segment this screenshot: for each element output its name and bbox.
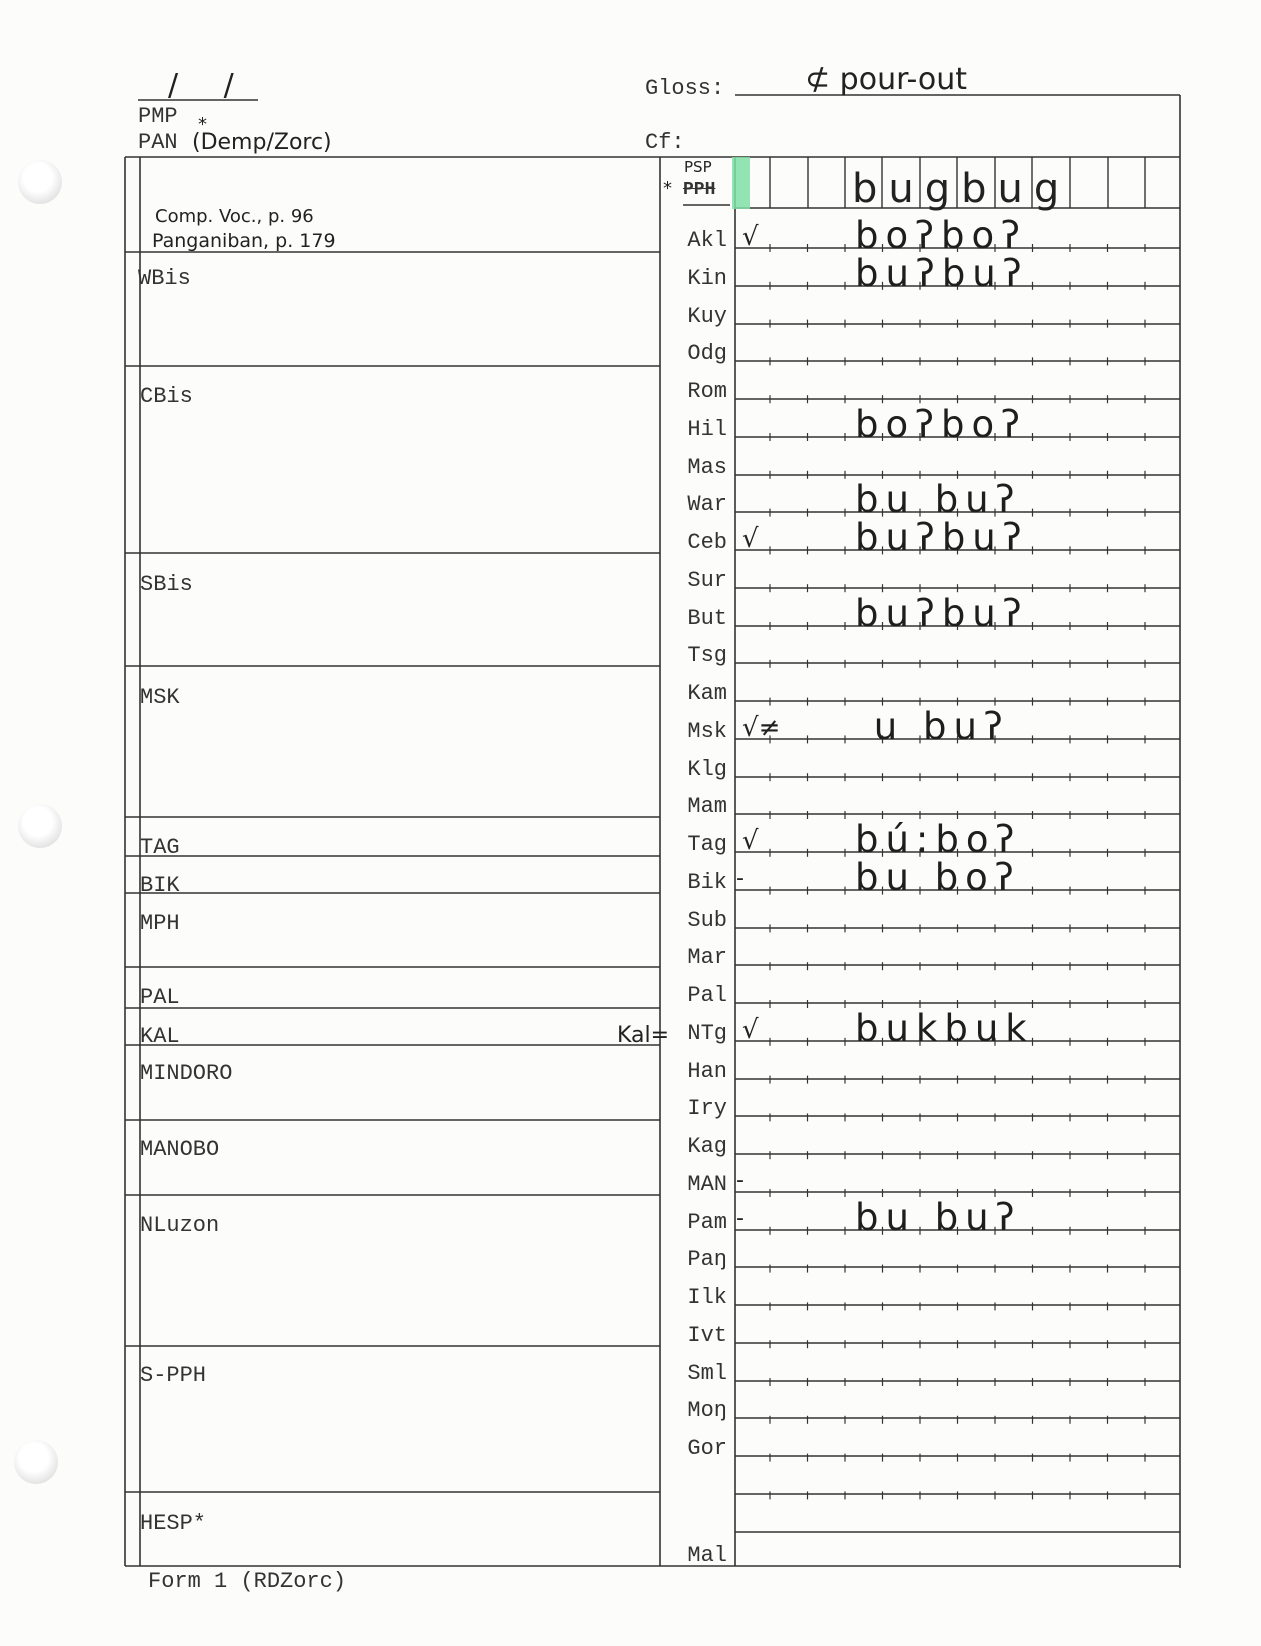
pmp-label: PMP [138,104,178,129]
section-nluzon: NLuzon [140,1213,220,1238]
mark-bik: - [736,866,744,891]
lang-label-iry: Iry [687,1096,727,1121]
cf-label: Cf: [645,130,685,155]
proto-label-psp: PSP [684,158,712,176]
section-sbis: SBis [140,572,193,597]
lang-label-odg: Odg [687,341,727,366]
form-war: bu buʔ [855,478,1022,521]
section-pal: PAL [140,985,180,1010]
lang-label-ilk: Ilk [687,1285,727,1310]
lang-label-ceb: Ceb [687,530,727,555]
gloss-label: Gloss: [645,76,725,101]
lang-label-han: Han [687,1059,727,1084]
lang-label-ntg: NTg [687,1021,727,1046]
pan-label: PAN [138,130,178,155]
lang-label-war: War [687,492,727,517]
pan-asterisk: * [198,114,207,135]
lang-label-akl: Akl [687,228,727,253]
proto-label-struck: PPH [683,180,716,200]
lang-label-kin: Kin [687,266,727,291]
form-footer: Form 1 (RDZorc) [148,1569,347,1594]
lang-label-mong: Moŋ [687,1398,727,1423]
header-slashes: / / [168,68,252,103]
lang-label-rom: Rom [687,379,727,404]
lang-label-hil: Hil [687,417,727,442]
lang-label-sml: Sml [687,1361,727,1386]
kal-note: Kal= [617,1023,670,1048]
section-wbis: WBis [138,266,191,291]
section-bik: BIK [140,873,180,898]
lang-label-bik: Bik [687,870,727,895]
lang-label-mal: Mal [687,1543,727,1568]
section-kal: KAL [140,1024,180,1049]
gloss-value: ⊄ pour-out [805,62,968,97]
mark-ceb: √ [742,524,759,554]
form-but: buʔbuʔ [855,592,1029,635]
lang-label-kam: Kam [687,681,727,706]
pan-note: (Demp/Zorc) [192,130,332,155]
mark-akl: √ [742,222,759,252]
proto-form: bugbug [852,166,1071,212]
lang-label-mam: Mam [687,794,727,819]
lang-label-tsg: Tsg [687,643,727,668]
lang-label-msk: Msk [687,719,727,744]
form-akl: boʔboʔ [855,214,1028,257]
section-s-pph: S-PPH [140,1363,207,1388]
form-msk: u buʔ [855,705,1010,748]
lang-label-tag: Tag [687,832,727,857]
section-mindoro: MINDORO [140,1061,233,1086]
form-tag: bú:boʔ [855,818,1022,861]
lang-label-sub: Sub [687,908,727,933]
lang-label-mas: Mas [687,455,727,480]
highlight-mark [732,157,750,209]
lang-label-pal: Pal [687,983,727,1008]
mark-ntg: √ [742,1015,759,1045]
form-kin: buʔbuʔ [855,252,1029,295]
lang-label-ivt: Ivt [687,1323,727,1348]
section-tag: TAG [140,835,180,860]
lang-label-pang: Paŋ [687,1247,727,1272]
section-cbis: CBis [140,384,193,409]
mark-msk: √≠ [742,713,781,743]
section-hesp: HESP* [140,1511,207,1536]
mark-man: - [736,1168,744,1193]
lang-label-kag: Kag [687,1134,727,1159]
mark-pam: - [736,1206,744,1231]
form-hil: boʔboʔ [855,403,1028,446]
lang-label-pam: Pam [687,1210,727,1235]
lang-label-gor: Gor [687,1436,727,1461]
section-msk: MSK [140,685,180,710]
lang-label-mar: Mar [687,945,727,970]
form-bik: bu boʔ [855,856,1021,899]
proto-asterisk: * [663,178,672,199]
section-mph: MPH [140,911,180,936]
lang-label-kuy: Kuy [687,304,727,329]
reference-line-2: Panganiban, p. 179 [152,230,336,252]
reference-line-1: Comp. Voc., p. 96 [155,206,314,227]
form-ceb: buʔbuʔ [855,516,1029,559]
lang-label-klg: Klg [687,757,727,782]
form-pam: bu buʔ [855,1196,1022,1239]
section-manobo: MANOBO [140,1137,220,1162]
mark-tag: √ [742,826,759,856]
lang-label-man: MAN [687,1172,727,1197]
form-ntg: bukbuk [855,1007,1034,1050]
lang-label-sur: Sur [687,568,727,593]
lang-label-but: But [687,606,727,631]
